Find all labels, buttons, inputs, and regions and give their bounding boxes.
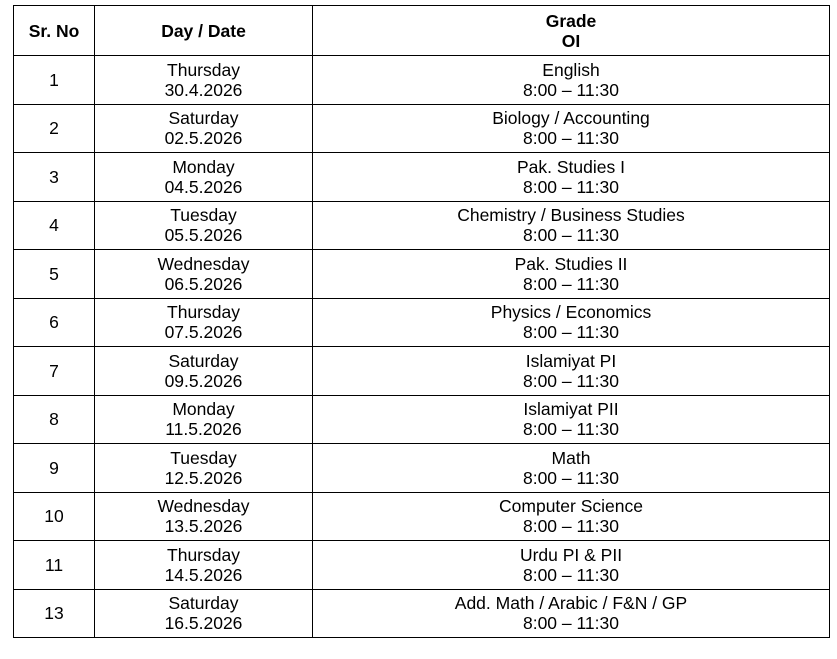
date-text: 09.5.2026: [164, 370, 243, 391]
table-row: [14, 298, 830, 347]
sr-no-header: Sr. No: [14, 6, 95, 56]
sr-no-cell: 1: [14, 56, 95, 105]
day-date-cell: [95, 395, 313, 444]
exam-schedule-table: [13, 5, 830, 638]
sr-no-cell: 3: [14, 153, 95, 202]
day-date-cell: [95, 347, 313, 396]
grade-header: [313, 6, 830, 56]
subject-text: Math: [551, 447, 591, 468]
day-text: Wednesday: [157, 496, 250, 517]
table-row: [14, 492, 830, 541]
date-text: 02.5.2026: [164, 128, 243, 149]
table-row: [14, 589, 830, 638]
sr-no-cell: 9: [14, 444, 95, 493]
subject-cell: [313, 541, 830, 590]
table-row: [14, 250, 830, 299]
day-date-cell: [95, 201, 313, 250]
grade-label: Grade: [545, 10, 597, 31]
subject-cell: [313, 395, 830, 444]
subject-text: Biology / Accounting: [492, 108, 650, 129]
day-text: Thursday: [167, 544, 240, 565]
subject-cell: [313, 298, 830, 347]
subject-cell: [313, 104, 830, 153]
table-row: [14, 444, 830, 493]
date-text: 05.5.2026: [164, 225, 243, 246]
time-text: 8:00 – 11:30: [522, 176, 619, 197]
date-text: 14.5.2026: [164, 564, 243, 585]
time-text: 8:00 – 11:30: [522, 516, 619, 537]
day-text: Monday: [172, 156, 235, 177]
subject-cell: [313, 492, 830, 541]
time-text: 8:00 – 11:30: [522, 128, 619, 149]
subject-cell: [313, 56, 830, 105]
subject-text: English: [542, 59, 600, 80]
sr-no-cell: 4: [14, 201, 95, 250]
date-text: 07.5.2026: [164, 322, 243, 343]
day-date-cell: [95, 444, 313, 493]
time-text: 8:00 – 11:30: [522, 370, 619, 391]
date-text: 11.5.2026: [165, 419, 242, 440]
header-row: [14, 6, 830, 56]
time-text: 8:00 – 11:30: [522, 225, 619, 246]
day-text: Saturday: [168, 108, 239, 129]
subject-text: Islamiyat PI: [525, 350, 617, 371]
subject-text: Physics / Economics: [490, 302, 652, 323]
schedule-body: [14, 56, 830, 638]
date-text: 12.5.2026: [164, 467, 243, 488]
date-text: 06.5.2026: [164, 273, 243, 294]
day-text: Tuesday: [170, 205, 237, 226]
day-text: Tuesday: [170, 447, 237, 468]
subject-cell: [313, 589, 830, 638]
time-text: 8:00 – 11:30: [522, 564, 619, 585]
day-date-cell: [95, 541, 313, 590]
sr-no-cell: 6: [14, 298, 95, 347]
sr-no-cell: 5: [14, 250, 95, 299]
sr-no-cell: 7: [14, 347, 95, 396]
sr-no-cell: 13: [14, 589, 95, 638]
table-row: [14, 347, 830, 396]
subject-text: Pak. Studies I: [517, 156, 625, 177]
subject-cell: [313, 444, 830, 493]
table-row: [14, 201, 830, 250]
subject-text: Islamiyat PII: [523, 399, 619, 420]
subject-text: Add. Math / Arabic / F&N / GP: [454, 593, 688, 614]
table-row: [14, 104, 830, 153]
time-text: 8:00 – 11:30: [522, 467, 619, 488]
day-date-header: Day / Date: [95, 6, 313, 56]
table-row: [14, 395, 830, 444]
day-text: Wednesday: [157, 253, 250, 274]
date-text: 04.5.2026: [164, 176, 243, 197]
day-date-cell: [95, 589, 313, 638]
subject-cell: [313, 153, 830, 202]
day-text: Monday: [172, 399, 235, 420]
time-text: 8:00 – 11:30: [522, 613, 619, 634]
subject-text: Chemistry / Business Studies: [457, 205, 685, 226]
subject-cell: [313, 347, 830, 396]
table-row: [14, 153, 830, 202]
day-text: Saturday: [168, 593, 239, 614]
subject-cell: [313, 250, 830, 299]
subject-text: Computer Science: [499, 496, 643, 517]
subject-cell: [313, 201, 830, 250]
date-text: 30.4.2026: [164, 79, 243, 100]
day-date-cell: [95, 56, 313, 105]
day-text: Thursday: [167, 302, 240, 323]
date-text: 16.5.2026: [164, 613, 243, 634]
day-date-cell: [95, 250, 313, 299]
sr-no-cell: 10: [14, 492, 95, 541]
day-date-cell: [95, 492, 313, 541]
time-text: 8:00 – 11:30: [522, 79, 619, 100]
time-text: 8:00 – 11:30: [522, 322, 619, 343]
grade-value: OI: [561, 30, 581, 51]
date-text: 13.5.2026: [164, 516, 243, 537]
table-row: [14, 541, 830, 590]
time-text: 8:00 – 11:30: [522, 419, 619, 440]
sr-no-cell: 2: [14, 104, 95, 153]
day-date-cell: [95, 298, 313, 347]
day-text: Saturday: [168, 350, 239, 371]
day-date-cell: [95, 153, 313, 202]
sr-no-cell: 8: [14, 395, 95, 444]
table-row: [14, 56, 830, 105]
day-date-cell: [95, 104, 313, 153]
sr-no-cell: 11: [14, 541, 95, 590]
subject-text: Urdu PI & PII: [519, 544, 623, 565]
time-text: 8:00 – 11:30: [522, 273, 619, 294]
subject-text: Pak. Studies II: [514, 253, 628, 274]
day-text: Thursday: [167, 59, 240, 80]
